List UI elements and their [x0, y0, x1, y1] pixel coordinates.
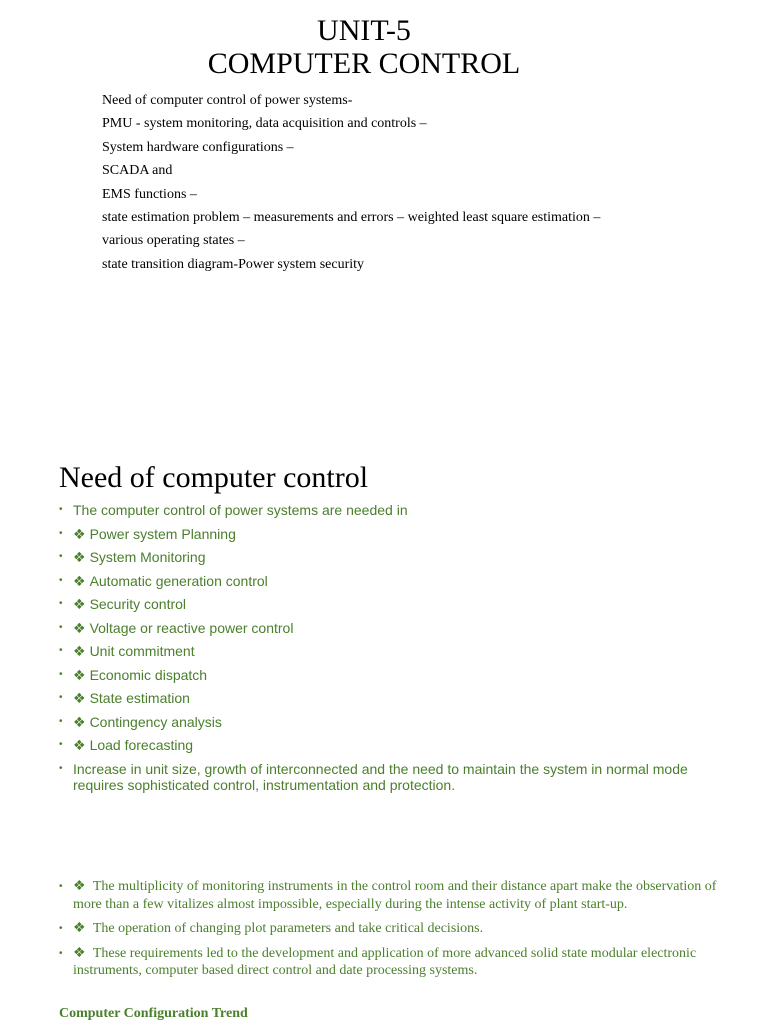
topic-item: System hardware configurations – — [102, 139, 294, 155]
topic-item: state transition diagram-Power system security — [102, 256, 365, 272]
bullet-icon: • — [59, 762, 63, 774]
list-item-text: The computer control of power systems are needed in — [73, 502, 408, 518]
list-item-text: Contingency analysis — [89, 713, 222, 730]
topic-item: Need of computer control of power systems- — [102, 93, 353, 108]
diamond-icon: ❖ — [73, 921, 86, 936]
bullet-icon: • — [59, 881, 63, 892]
unit-title: UNIT-5 — [317, 14, 411, 47]
list-item-text: Economic dispatch — [89, 666, 208, 683]
topic-list — [102, 89, 600, 276]
list-item-text: Automatic generation control — [89, 572, 268, 589]
topic-item: PMU - system monitoring, data acquisition and controls – — [102, 116, 427, 132]
unit-subtitle: COMPUTER CONTROL — [207, 47, 521, 80]
diamond-icon: ❖ — [73, 737, 86, 753]
bullet-icon: • — [59, 621, 63, 633]
list-item-text: The multiplicity of monitoring instruments in the control room and their distance apart make the observation of more than a few vitalizes almost impossible, especially during the intense activity of plant start-up. — [73, 879, 717, 912]
monitoring-list — [59, 878, 719, 987]
list-item-text: The operation of changing plot parameters and take critical decisions. — [92, 921, 484, 936]
list-item — [59, 945, 719, 980]
bullet-icon: • — [59, 645, 63, 656]
list-item-text: Power system Planning — [89, 525, 236, 542]
bullet-icon: • — [59, 947, 63, 959]
diamond-icon: ❖ — [73, 690, 86, 706]
list-item — [59, 502, 719, 518]
section-heading-need: Need of computer control — [59, 461, 369, 494]
list-item — [59, 690, 719, 706]
list-item-text: Unit commitment — [89, 643, 195, 659]
bullet-icon: • — [59, 551, 63, 562]
list-item-text: System Monitoring — [89, 549, 206, 565]
topic-item: SCADA and — [102, 163, 173, 179]
list-item — [59, 596, 719, 612]
list-item — [59, 620, 719, 636]
list-item — [59, 714, 719, 730]
diamond-icon: ❖ — [73, 879, 86, 894]
list-item — [59, 878, 719, 913]
diamond-icon: ❖ — [73, 596, 86, 612]
list-item-text: Load forecasting — [89, 737, 194, 753]
diamond-icon: ❖ — [73, 572, 86, 589]
list-item — [59, 737, 719, 753]
diamond-icon: ❖ — [73, 713, 86, 730]
list-item — [59, 920, 719, 938]
bullet-icon: • — [59, 739, 63, 750]
section-heading-config: Computer Configuration Trend — [59, 1006, 248, 1021]
list-item-text: These requirements led to the development and application of more advanced solid state modular electronic instruments, computer based direct control and date processing systems. — [73, 945, 697, 978]
list-item-text: State estimation — [89, 690, 190, 706]
diamond-icon: ❖ — [73, 945, 86, 961]
diamond-icon: ❖ — [73, 549, 86, 565]
diamond-icon: ❖ — [73, 643, 86, 659]
bullet-icon: • — [59, 527, 63, 539]
page-title — [0, 14, 728, 80]
list-item — [59, 573, 719, 589]
topic-item: various operating states – — [102, 233, 245, 249]
diamond-icon: ❖ — [73, 525, 86, 542]
bullet-icon: • — [59, 598, 63, 609]
list-item — [59, 667, 719, 683]
topic-item: EMS functions – — [102, 186, 197, 202]
list-item — [59, 761, 719, 793]
topic-item: state estimation problem – measurements and errors – weighted least square estimation – — [102, 210, 601, 226]
list-item — [59, 526, 719, 542]
bullet-icon: • — [59, 692, 63, 703]
bullet-icon: • — [59, 574, 63, 586]
bullet-icon: • — [59, 668, 63, 680]
diamond-icon: ❖ — [73, 619, 86, 636]
bullet-icon: • — [59, 923, 63, 934]
need-list — [59, 502, 719, 800]
bullet-icon: • — [59, 715, 63, 727]
list-item-text: Voltage or reactive power control — [89, 619, 294, 636]
list-item — [59, 643, 719, 659]
list-item — [59, 549, 719, 565]
list-item-text: Security control — [89, 596, 187, 612]
bullet-icon: • — [59, 504, 63, 515]
list-item-text: Increase in unit size, growth of interconnected and the need to maintain the system in normal mode requires sophisticated control, instrumentation and protection. — [73, 760, 688, 793]
diamond-icon: ❖ — [73, 666, 86, 683]
